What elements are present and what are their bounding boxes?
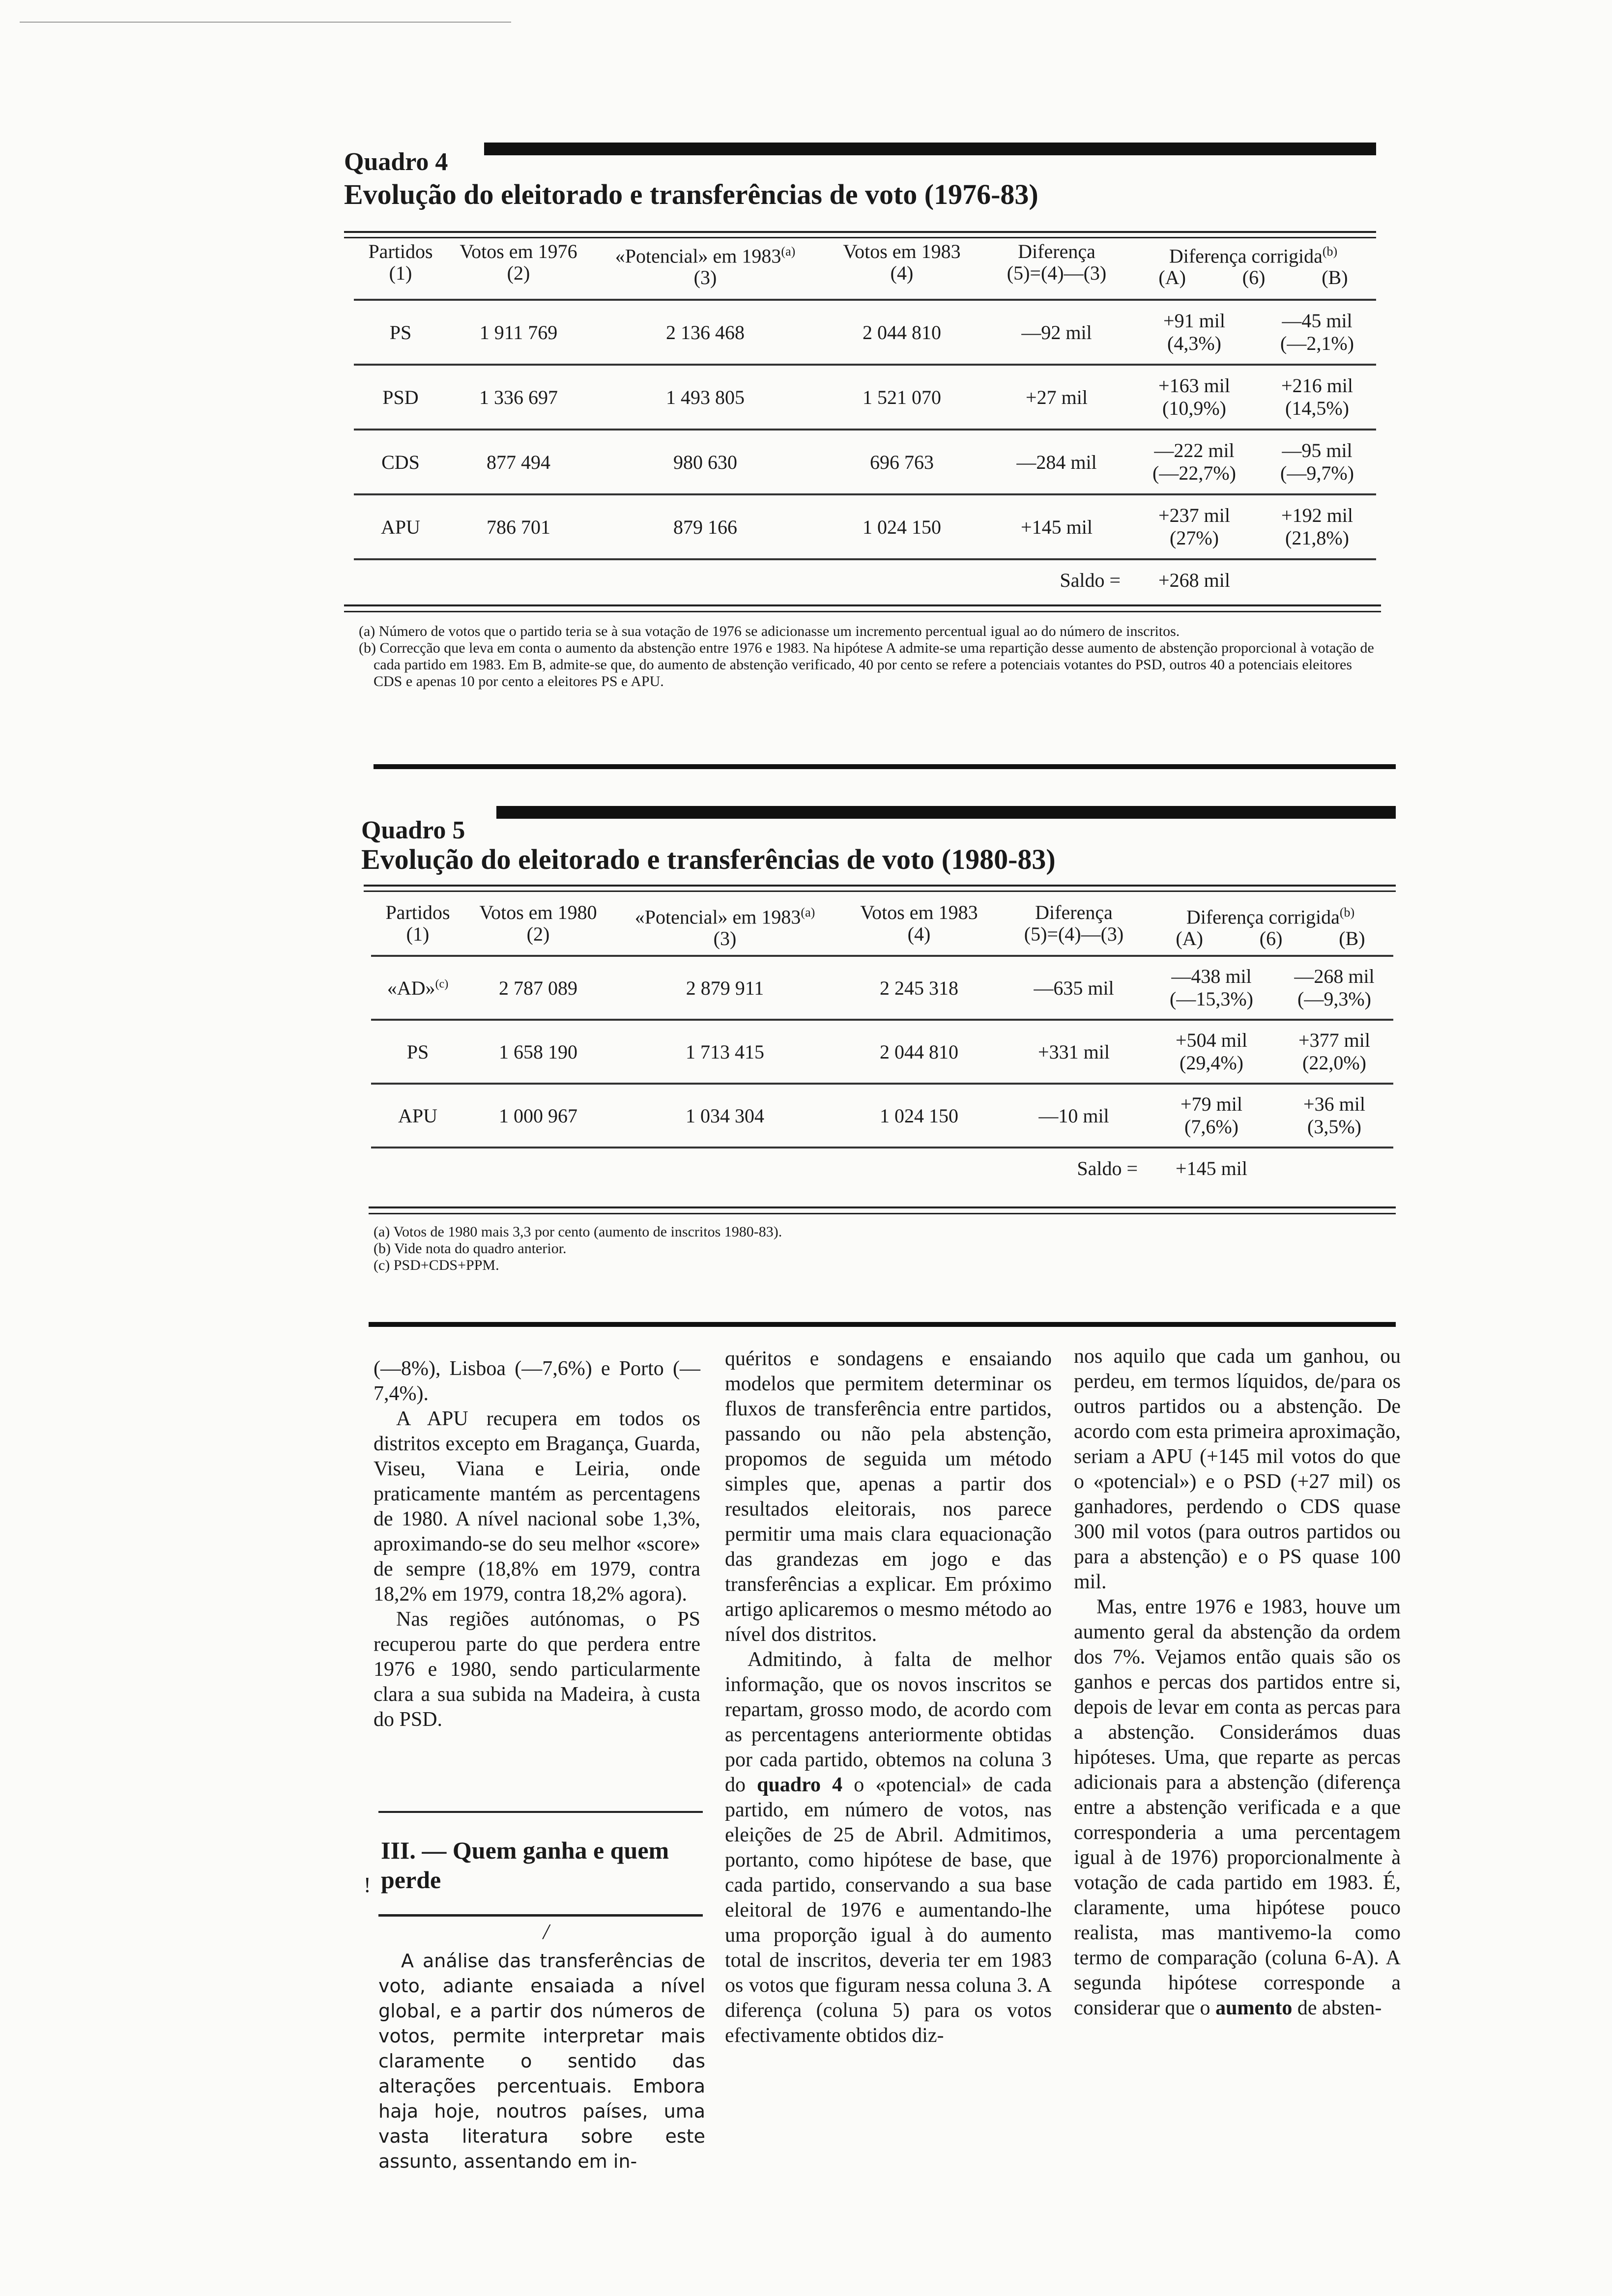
paragraph: Admitindo, à falta de melhor informação, que os novos inscritos se repartam, grosso modo, de acordo com as percentagens anteriormente obtidas por cada partido, obtemos na coluna 3 do quadro 4 o «potencial» de cada partido, em número de votos, nas eleições de 25 de Abril. Admitimos, portanto, como hipótese de base, que cada partido, conservando a sua base eleitoral de 1976 e aumentando-lhe uma proporção igual à do aumento total de inscritos, deveria ter em 1983 os votos que figuram nessa coluna 3. A diferença (coluna 5) para os votos efectivamente obtidos diz- bbox=[725, 1648, 1052, 2047]
cell-b: +377 mil (22,0%) bbox=[1298, 1029, 1370, 1074]
cell: +27 mil bbox=[1026, 386, 1088, 408]
cell: 2 136 468 bbox=[666, 321, 745, 344]
quadro4-top-rule-2 bbox=[344, 237, 1376, 238]
cell: 696 763 bbox=[870, 451, 934, 473]
quadro5-label: Quadro 5 bbox=[361, 816, 465, 844]
q5-row-ps bbox=[371, 1020, 1393, 1084]
column-1-bottom bbox=[378, 1949, 705, 2174]
cell: 2 879 911 bbox=[686, 976, 764, 999]
cell-a: +79 mil (7,6%) bbox=[1180, 1093, 1242, 1138]
cell: 1 024 150 bbox=[880, 1104, 958, 1127]
cell: «AD»$^{(c)}$ bbox=[387, 976, 449, 999]
saldo-label: Saldo = bbox=[1060, 569, 1121, 591]
section-heading: III. — Quem ganha e quem perde bbox=[381, 1837, 669, 1894]
cell: 877 494 bbox=[487, 451, 550, 473]
cell-b: —95 mil (—9,7%) bbox=[1280, 439, 1354, 484]
q5-header-corrigida: Diferença corrigida$^{(b)}$ (A) (6) (B) bbox=[1176, 905, 1365, 950]
quadro4-label-bar bbox=[484, 143, 1376, 155]
q5-header-votos83: Votos em 1983 (4) bbox=[860, 901, 978, 945]
column-3 bbox=[1074, 1344, 1401, 2021]
q4-row-cds bbox=[354, 430, 1376, 494]
q5-row-saldo bbox=[371, 1148, 1393, 1189]
column-1-top bbox=[374, 1356, 700, 1732]
cell-a: +91 mil (4,3%) bbox=[1163, 310, 1225, 354]
saldo-value: +145 mil bbox=[1176, 1157, 1247, 1179]
cell-b: —268 mil (—9,3%) bbox=[1294, 965, 1375, 1010]
q4-row-apu bbox=[354, 494, 1376, 559]
quadro4-title: Evolução do eleitorado e transferências de voto (1976-83) bbox=[344, 178, 1038, 210]
saldo-value: +268 mil bbox=[1158, 569, 1230, 591]
q4-row-ps bbox=[354, 300, 1376, 365]
q5-header-diferenca: Diferença (5)=(4)—(3) bbox=[1024, 901, 1124, 945]
note-a: (a) Número de votos que o partido teria se à sua votação de 1976 se adicionasse um incremento percentual igual ao do número de inscritos. bbox=[359, 623, 1180, 639]
paragraph: A análise das transferências de voto, adiante ensaiada a nível global, e a partir dos números de votos, permite interpretar mais claramente o sentido das alterações percentuais. Embora haja hoje, noutros países, uma vasta literatura sobre este assunto, assentando em in- bbox=[378, 1950, 705, 2172]
cell: 786 701 bbox=[487, 516, 550, 538]
exclaim-mark: ! bbox=[364, 1873, 371, 1897]
cell: 1 658 190 bbox=[499, 1040, 577, 1063]
q4-header-diferenca: Diferença (5)=(4)—(3) bbox=[1007, 240, 1107, 284]
cell-b: —45 mil (—2,1%) bbox=[1280, 310, 1354, 354]
q4-header-potencial: «Potencial» em 1983$^{(a)}$ (3) bbox=[615, 244, 796, 289]
cell-b: +192 mil (21,8%) bbox=[1281, 504, 1353, 549]
cell: APU bbox=[380, 516, 421, 538]
paragraph: nos aquilo que cada um ganhou, ou perdeu, em termos líquidos, de/para os outros partidos ou a abstenção. De acordo com esta primeira aproximação, seriam a APU (+145 mil votos do que o «potencial») e o PSD (+27 mil) os ganhadores, perdendo o CDS quase 300 mil votos (para outros partidos ou para a abstenção) e o PS quase 100 mil. bbox=[1074, 1345, 1401, 1593]
cell: 1 713 415 bbox=[686, 1040, 764, 1063]
paragraph: Mas, entre 1976 e 1983, houve um aumento geral da abstenção da ordem dos 7%. Vejamos então quais são os ganhos e percas dos partidos entre si, depois de levar em conta as percas para a abstenção. Considerámos duas hipóteses. Uma, que reparte as percas adicionais para a abstenção (diferença entre a abstenção verificada e a que corresponderia a uma percentagem igual à de 1976) proporcionalmente à votação de cada partido em 1983. É, claramente, uma hipótese pouco realista, mas mantivemo-la como termo de comparação (coluna 6-A). A segunda hipótese corresponde a considerar que o aumento de absten- bbox=[1074, 1596, 1401, 2019]
quadro4-table bbox=[354, 241, 1376, 601]
cell-b: +36 mil (3,5%) bbox=[1303, 1093, 1365, 1138]
quadro5-end-bar bbox=[369, 1322, 1396, 1327]
q5-header-potencial: «Potencial» em 1983$^{(a)}$ (3) bbox=[634, 905, 815, 950]
quadro4-bottom-rule-2 bbox=[344, 611, 1381, 612]
quadro4-notes bbox=[359, 623, 1381, 690]
cell-a: +237 mil (27%) bbox=[1158, 504, 1230, 549]
column-1-rule bbox=[378, 1811, 703, 1813]
q4-header-partidos: Partidos (1) bbox=[368, 240, 433, 284]
note-b: (b) Vide nota do quadro anterior. bbox=[374, 1240, 567, 1257]
cell: PS bbox=[389, 321, 412, 344]
quadro4-label: Quadro 4 bbox=[344, 148, 448, 176]
quadro5-bottom-rule bbox=[369, 1206, 1396, 1208]
cell: 1 911 769 bbox=[479, 321, 558, 344]
cell: 2 044 810 bbox=[863, 321, 941, 344]
heading-rule bbox=[378, 1914, 703, 1917]
cell: 879 166 bbox=[673, 516, 737, 538]
paragraph: quéritos e sondagens e ensaiando modelos que permitem determinar os fluxos de transferência entre partidos, passando ou não pela abstenção, propomos de seguida um método simples que, apenas a partir dos resultados eleitorais, nos parece permitir uma mais clara equacionação das grandezas em jogo e das transferências a explicar. Em próximo artigo aplicaremos o mesmo método ao nível dos distritos. bbox=[725, 1348, 1052, 1646]
note-c: (c) PSD+CDS+PPM. bbox=[374, 1257, 499, 1273]
cell: PS bbox=[406, 1040, 429, 1063]
quadro4-top-rule bbox=[344, 231, 1376, 233]
cell-b: +216 mil (14,5%) bbox=[1281, 374, 1353, 419]
cell-a: +504 mil (29,4%) bbox=[1176, 1029, 1247, 1074]
cell: +331 mil bbox=[1038, 1040, 1110, 1063]
cell: 1 493 805 bbox=[666, 386, 745, 408]
quadro5-top-rule-2 bbox=[364, 890, 1396, 892]
q5-row-apu bbox=[371, 1084, 1393, 1148]
quadro5-label-bar bbox=[496, 806, 1396, 819]
quadro5-bottom-rule-2 bbox=[369, 1213, 1396, 1214]
q5-header-votos: Votos em 1980 (2) bbox=[479, 901, 597, 945]
slash-mark: / bbox=[543, 1920, 549, 1944]
q5-row-ad bbox=[371, 956, 1393, 1020]
q4-header-corrigida: Diferença corrigida$^{(b)}$ (A) (6) (B) bbox=[1158, 244, 1348, 289]
cell: PSD bbox=[382, 386, 419, 408]
cell: +145 mil bbox=[1021, 516, 1093, 538]
q4-header-votos: Votos em 1976 (2) bbox=[460, 240, 577, 284]
note-b: (b) Correcção que leva em conta o aumento da abstenção entre 1976 e 1983. Na hipótese A admite-se uma repartição desse aumento de abstenção proporcional à votação de cada partido em 1983. Em B, admite-se que, do aumento de abstenção verificado, 40 por cento se refere a potenciais votantes do PSD, outros 40 a potenciais eleitores CDS e apenas 10 por cento a eleitores PS e APU. bbox=[359, 640, 1374, 689]
cell: 2 245 318 bbox=[880, 976, 958, 999]
cell: CDS bbox=[381, 451, 420, 473]
paragraph: Nas regiões autónomas, o PS recuperou parte do que perdera entre 1976 e 1980, sendo particularmente clara a sua subida na Madeira, à custa do PSD. bbox=[374, 1608, 700, 1731]
cell: 2 044 810 bbox=[880, 1040, 958, 1063]
quadro4-end-bar bbox=[374, 764, 1396, 769]
cell: —635 mil bbox=[1034, 976, 1114, 999]
cell: —10 mil bbox=[1038, 1104, 1109, 1127]
cell: 1 034 304 bbox=[686, 1104, 764, 1127]
cell-a: +163 mil (10,9%) bbox=[1158, 374, 1230, 419]
q5-header-partidos: Partidos (1) bbox=[385, 901, 450, 945]
cell: —284 mil bbox=[1016, 451, 1097, 473]
cell-a: —438 mil (—15,3%) bbox=[1170, 965, 1253, 1010]
saldo-label: Saldo = bbox=[1077, 1157, 1138, 1179]
column-2 bbox=[725, 1347, 1052, 2048]
cell: APU bbox=[398, 1104, 438, 1127]
cell-a: —222 mil (—22,7%) bbox=[1152, 439, 1236, 484]
quadro5-table bbox=[371, 902, 1393, 1189]
q4-header-votos83: Votos em 1983 (4) bbox=[843, 240, 961, 284]
quadro5-title: Evolução do eleitorado e transferências de voto (1980-83) bbox=[361, 843, 1056, 875]
paragraph: A APU recupera em todos os distritos excepto em Bragança, Guarda, Viseu, Viana e Leiria, onde praticamente mantém as percentagens de 1980. A nível nacional sobe 1,3%, aproximando-se do seu melhor «score» de sempre (18,8% em 1979, contra 18,2% em 1979, contra 18,2% agora). bbox=[374, 1407, 700, 1606]
cell: 1 024 150 bbox=[863, 516, 941, 538]
q4-row-psd bbox=[354, 365, 1376, 430]
quadro4-bottom-rule bbox=[344, 604, 1381, 606]
cell: 1 000 967 bbox=[499, 1104, 577, 1127]
note-a: (a) Votos de 1980 mais 3,3 por cento (aumento de inscritos 1980-83). bbox=[374, 1224, 782, 1240]
cell: 1 521 070 bbox=[863, 386, 941, 408]
cell: —92 mil bbox=[1021, 321, 1092, 344]
paragraph: (—8%), Lisboa (—7,6%) e Porto (—7,4%). bbox=[374, 1357, 700, 1405]
scan-line bbox=[20, 22, 511, 23]
quadro5-top-rule bbox=[364, 885, 1396, 887]
cell: 980 630 bbox=[673, 451, 737, 473]
quadro5-notes bbox=[374, 1224, 1356, 1274]
cell: 2 787 089 bbox=[499, 976, 577, 999]
cell: 1 336 697 bbox=[479, 386, 558, 408]
q4-row-saldo bbox=[354, 559, 1376, 601]
